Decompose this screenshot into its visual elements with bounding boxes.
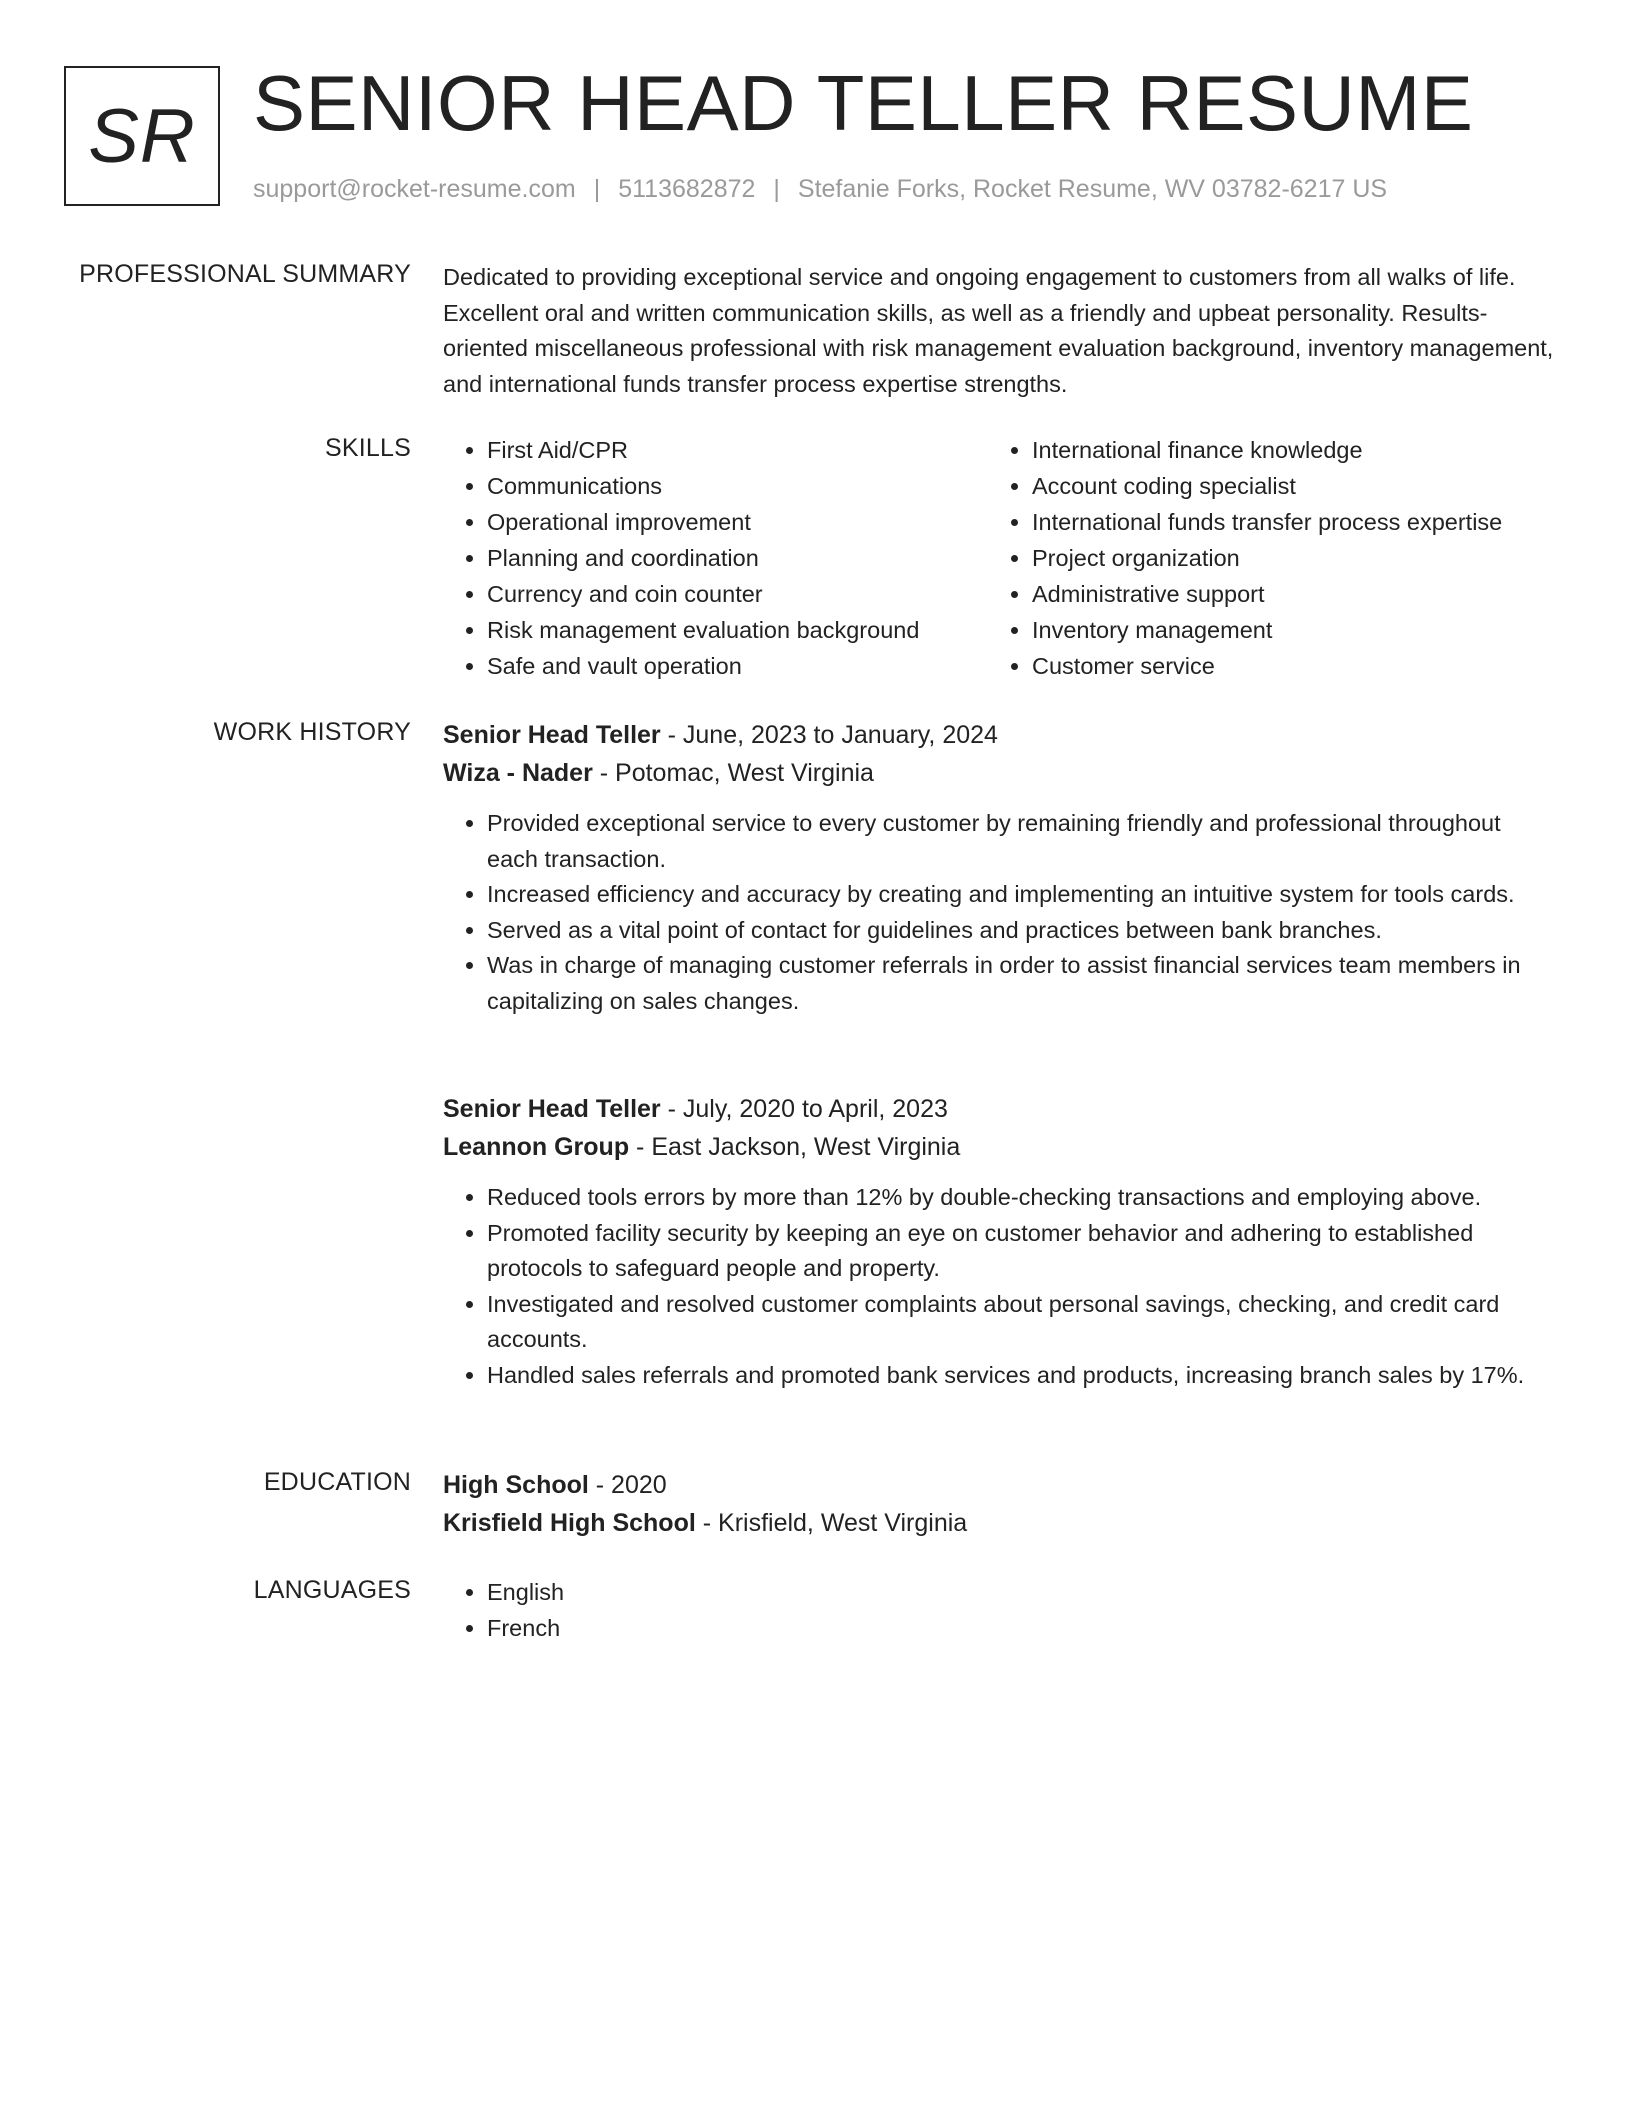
job-title-line bbox=[443, 1090, 1563, 1128]
job-bullet: • Reduced tools errors by more than 12% by double-checking transactions and employing above. bbox=[487, 1180, 1563, 1216]
skill-item: • International funds transfer process expertise bbox=[1032, 504, 1563, 540]
resume-title: SENIOR HEAD TELLER RESUME bbox=[253, 59, 1474, 147]
skill-item: • International finance knowledge bbox=[1032, 432, 1563, 468]
job-bullet: • Served as a vital point of contact for guidelines and practices between bank branches. bbox=[487, 913, 1563, 949]
education-body bbox=[443, 1466, 1563, 1542]
languages-label: LANGUAGES bbox=[253, 1576, 411, 1604]
job-title: Senior Head Teller bbox=[443, 721, 661, 749]
skills-column-right bbox=[988, 432, 1563, 684]
languages-list bbox=[443, 1574, 1563, 1646]
job-bullet: • Increased efficiency and accuracy by creating and implementing an intuitive system for tools cards. bbox=[487, 877, 1563, 913]
contact-line bbox=[253, 174, 1387, 204]
skill-item: • Inventory management bbox=[1032, 612, 1563, 648]
skill-item: • Planning and coordination bbox=[487, 540, 988, 576]
language-item: • French bbox=[487, 1610, 1563, 1646]
skill-item: • Risk management evaluation background bbox=[487, 612, 988, 648]
skills-list-left bbox=[443, 432, 988, 684]
job-bullet: • Investigated and resolved customer complaints about personal savings, checking, and credit card accounts. bbox=[487, 1287, 1563, 1358]
job-company-line bbox=[443, 1128, 1563, 1166]
contact-separator: | bbox=[593, 175, 601, 203]
job-bullet: • Promoted facility security by keeping an eye on customer behavior and adhering to established protocols to safeguard people and property. bbox=[487, 1216, 1563, 1287]
contact-separator: | bbox=[773, 175, 780, 203]
job-bullet: • Handled sales referrals and promoted bank services and products, increasing branch sales by 17%. bbox=[487, 1358, 1563, 1394]
skill-item: • Account coding specialist bbox=[1032, 468, 1563, 504]
contact-phone: 5113682872 bbox=[618, 175, 756, 203]
contact-address: Stefanie Forks, Rocket Resume, WV 03782-6217 US bbox=[797, 175, 1388, 203]
job-title-line bbox=[443, 716, 1563, 754]
skill-item: • Project organization bbox=[1032, 540, 1563, 576]
education-school-line bbox=[443, 1504, 1563, 1542]
skill-item: • First Aid/CPR bbox=[487, 432, 988, 468]
education-degree: High School bbox=[443, 1471, 589, 1499]
education-school: Krisfield High School bbox=[443, 1509, 696, 1537]
job-dates: - June, 2023 to January, 2024 bbox=[660, 721, 998, 749]
initials-monogram: SR bbox=[64, 66, 220, 206]
skills-label: SKILLS bbox=[325, 434, 411, 462]
skill-item: • Currency and coin counter bbox=[487, 576, 988, 612]
skills-list-right bbox=[988, 432, 1563, 684]
contact-email: support@rocket-resume.com bbox=[253, 175, 576, 203]
work-history-label: WORK HISTORY bbox=[213, 718, 411, 746]
job-entry bbox=[443, 1090, 1563, 1394]
education-year: - 2020 bbox=[588, 1471, 667, 1499]
summary-text: Dedicated to providing exceptional service and ongoing engagement to customers from all walks of life. Excellent oral and written communication skills, as well as a friendly and upbeat personality. Results-oriented miscellaneous professional with risk management evaluation background, inventory management, and international funds transfer process expertise strengths. bbox=[443, 264, 1554, 397]
job-bullet: • Provided exceptional service to every customer by remaining friendly and professional throughout each transaction. bbox=[487, 806, 1563, 877]
job-dates: - July, 2020 to April, 2023 bbox=[660, 1095, 948, 1123]
summary-label: PROFESSIONAL SUMMARY bbox=[79, 260, 411, 288]
job-bullets bbox=[443, 806, 1563, 1020]
job-bullets bbox=[443, 1180, 1563, 1394]
skills-column-left bbox=[443, 432, 988, 684]
skill-item: • Operational improvement bbox=[487, 504, 988, 540]
job-company-line bbox=[443, 754, 1563, 792]
language-item: • English bbox=[487, 1574, 1563, 1610]
summary-body bbox=[443, 260, 1563, 402]
education-label: EDUCATION bbox=[263, 1468, 411, 1496]
skill-item: • Communications bbox=[487, 468, 988, 504]
job-entry bbox=[443, 716, 1563, 1020]
skill-item: • Safe and vault operation bbox=[487, 648, 988, 684]
education-location: - Krisfield, West Virginia bbox=[695, 1509, 968, 1537]
job-company: Wiza - Nader bbox=[443, 759, 593, 787]
job-bullet: • Was in charge of managing customer referrals in order to assist financial services team members in capitalizing on sales changes. bbox=[487, 948, 1563, 1019]
languages-body bbox=[443, 1574, 1563, 1646]
job-location: - Potomac, West Virginia bbox=[592, 759, 874, 787]
job-company: Leannon Group bbox=[443, 1133, 630, 1161]
education-degree-line bbox=[443, 1466, 1563, 1504]
job-title: Senior Head Teller bbox=[443, 1095, 661, 1123]
skill-item: • Customer service bbox=[1032, 648, 1563, 684]
skill-item: • Administrative support bbox=[1032, 576, 1563, 612]
job-location: - East Jackson, West Virginia bbox=[629, 1133, 961, 1161]
